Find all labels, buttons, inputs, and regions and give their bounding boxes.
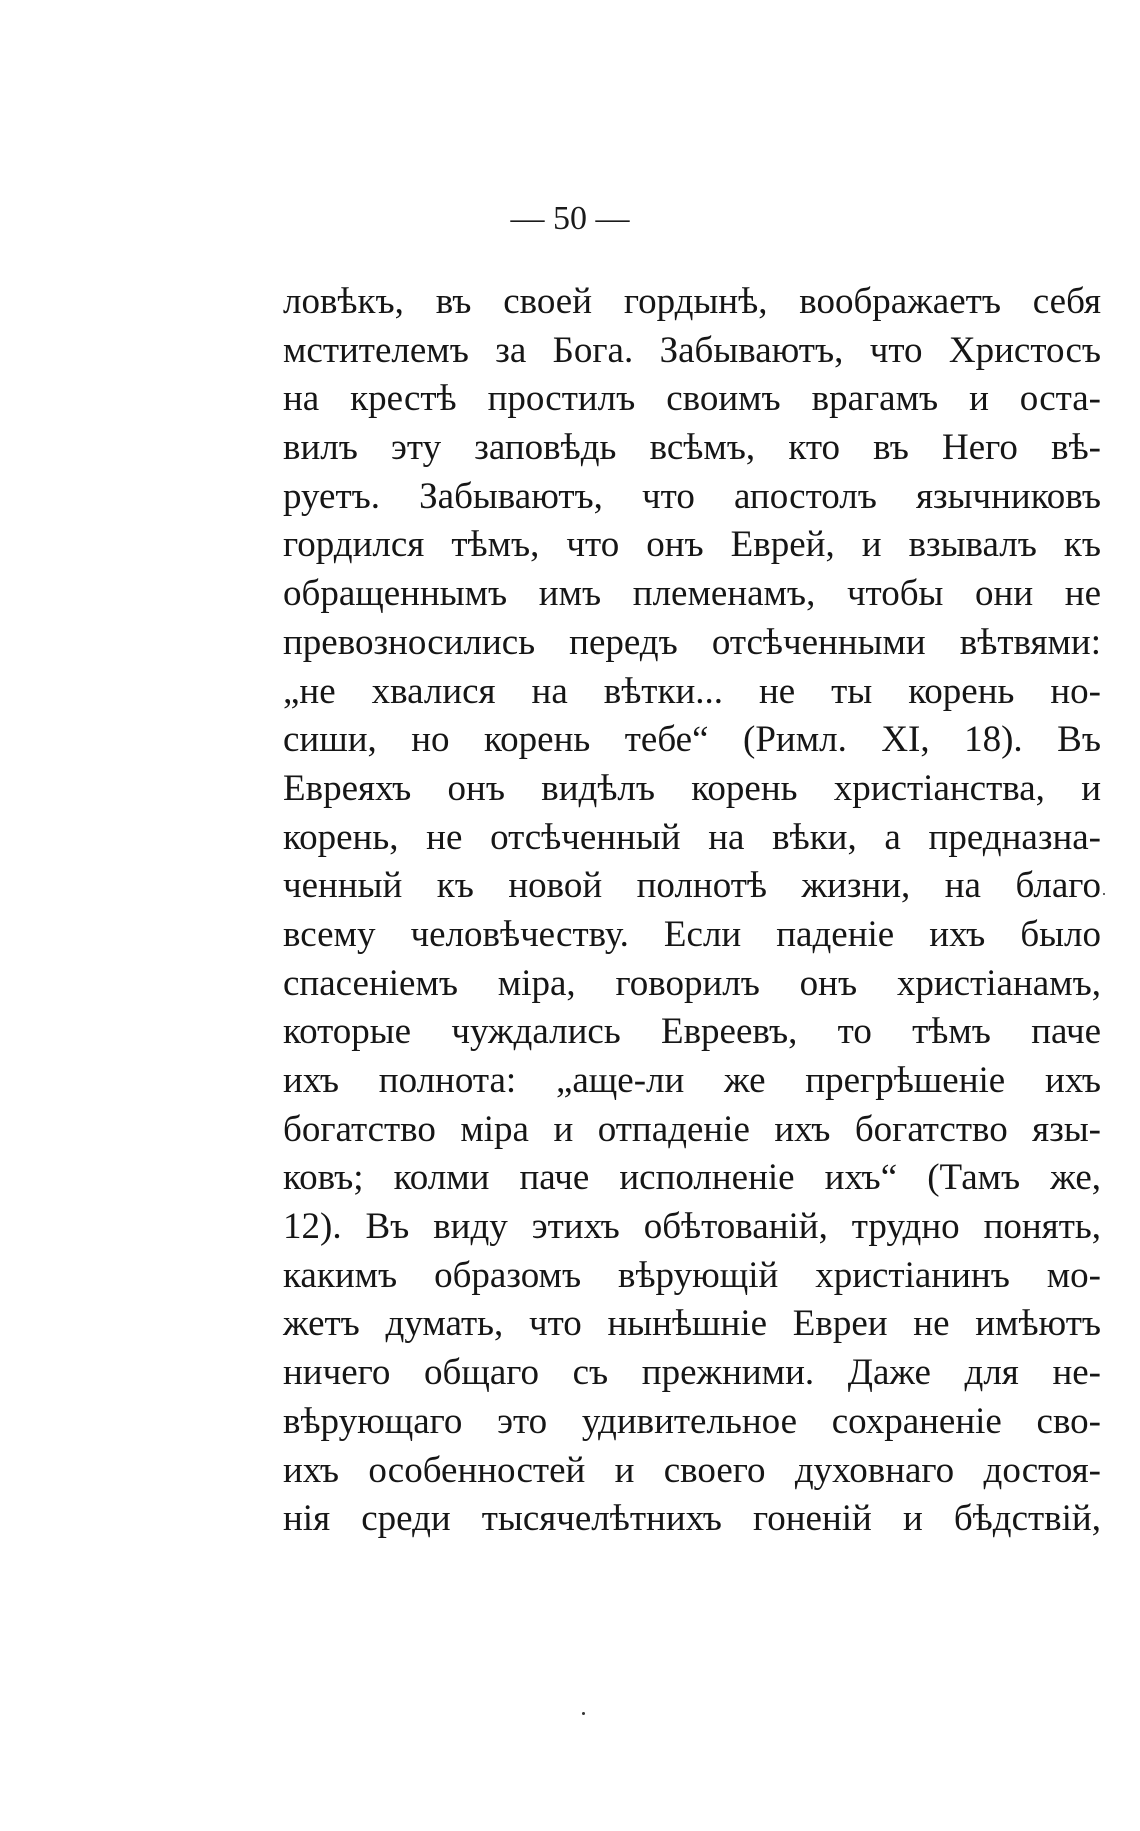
- text-line: которые чуждались Евреевъ, то тѣмъ паче: [283, 1011, 1101, 1053]
- body-text: [283, 278, 1101, 1544]
- print-speck: [1103, 893, 1105, 895]
- page-number: — 50 —: [510, 200, 630, 237]
- text-line: руетъ. Забываютъ, что апостолъ язычниковъ: [283, 475, 1101, 517]
- text-line: какимъ образомъ вѣрующій христіанинъ мо-: [283, 1254, 1101, 1296]
- text-line: „не хвалися на вѣтки... не ты корень но-: [283, 670, 1101, 712]
- text-line: богатство міра и отпаденіе ихъ богатство язы-: [283, 1108, 1101, 1150]
- text-line: Евреяхъ онъ видѣлъ корень христіанства, и: [283, 767, 1101, 809]
- text-line: превозносились передъ отсѣченными вѣтвями:: [283, 621, 1101, 663]
- text-line: ченный къ новой полнотѣ жизни, на благо: [283, 865, 1101, 907]
- text-line: на крестѣ простилъ своимъ врагамъ и оста-: [283, 378, 1101, 420]
- text-line: вѣрующаго это удивительное сохраненіе сво-: [283, 1400, 1101, 1442]
- text-line: вилъ эту заповѣдь всѣмъ, кто въ Него вѣ-: [283, 427, 1101, 469]
- text-line: жетъ думать, что нынѣшніе Евреи не имѣютъ: [283, 1303, 1101, 1345]
- text-line: спасеніемъ міра, говорилъ онъ христіанамъ,: [283, 962, 1101, 1004]
- print-speck: [582, 1712, 585, 1715]
- text-line: мстителемъ за Бога. Забываютъ, что Христосъ: [283, 329, 1101, 371]
- text-line: 12). Въ виду этихъ обѣтованій, трудно понять,: [283, 1206, 1101, 1248]
- text-line: нія среди тысячелѣтнихъ гоненій и бѣдствій,: [283, 1498, 1101, 1540]
- text-line: ихъ особенностей и своего духовнаго достоя-: [283, 1449, 1101, 1491]
- text-line: сиши, но корень тебе“ (Римл. XI, 18). Въ: [283, 719, 1101, 761]
- text-line: ихъ полнота: „аще-ли же прегрѣшеніе ихъ: [283, 1060, 1101, 1101]
- text-line: ловѣкъ, въ своей гордынѣ, воображаетъ себя: [283, 281, 1101, 322]
- text-line: корень, не отсѣченный на вѣки, а предназна-: [283, 816, 1101, 858]
- text-line: всему человѣчеству. Если паденіе ихъ было: [283, 913, 1101, 955]
- text-line: ковъ; колми паче исполненіе ихъ“ (Тамъ же,: [283, 1157, 1101, 1199]
- text-line: гордился тѣмъ, что онъ Еврей, и взывалъ къ: [283, 524, 1101, 566]
- text-line: обращеннымъ имъ племенамъ, чтобы они не: [283, 573, 1101, 615]
- text-line: ничего общаго съ прежними. Даже для не-: [283, 1352, 1101, 1394]
